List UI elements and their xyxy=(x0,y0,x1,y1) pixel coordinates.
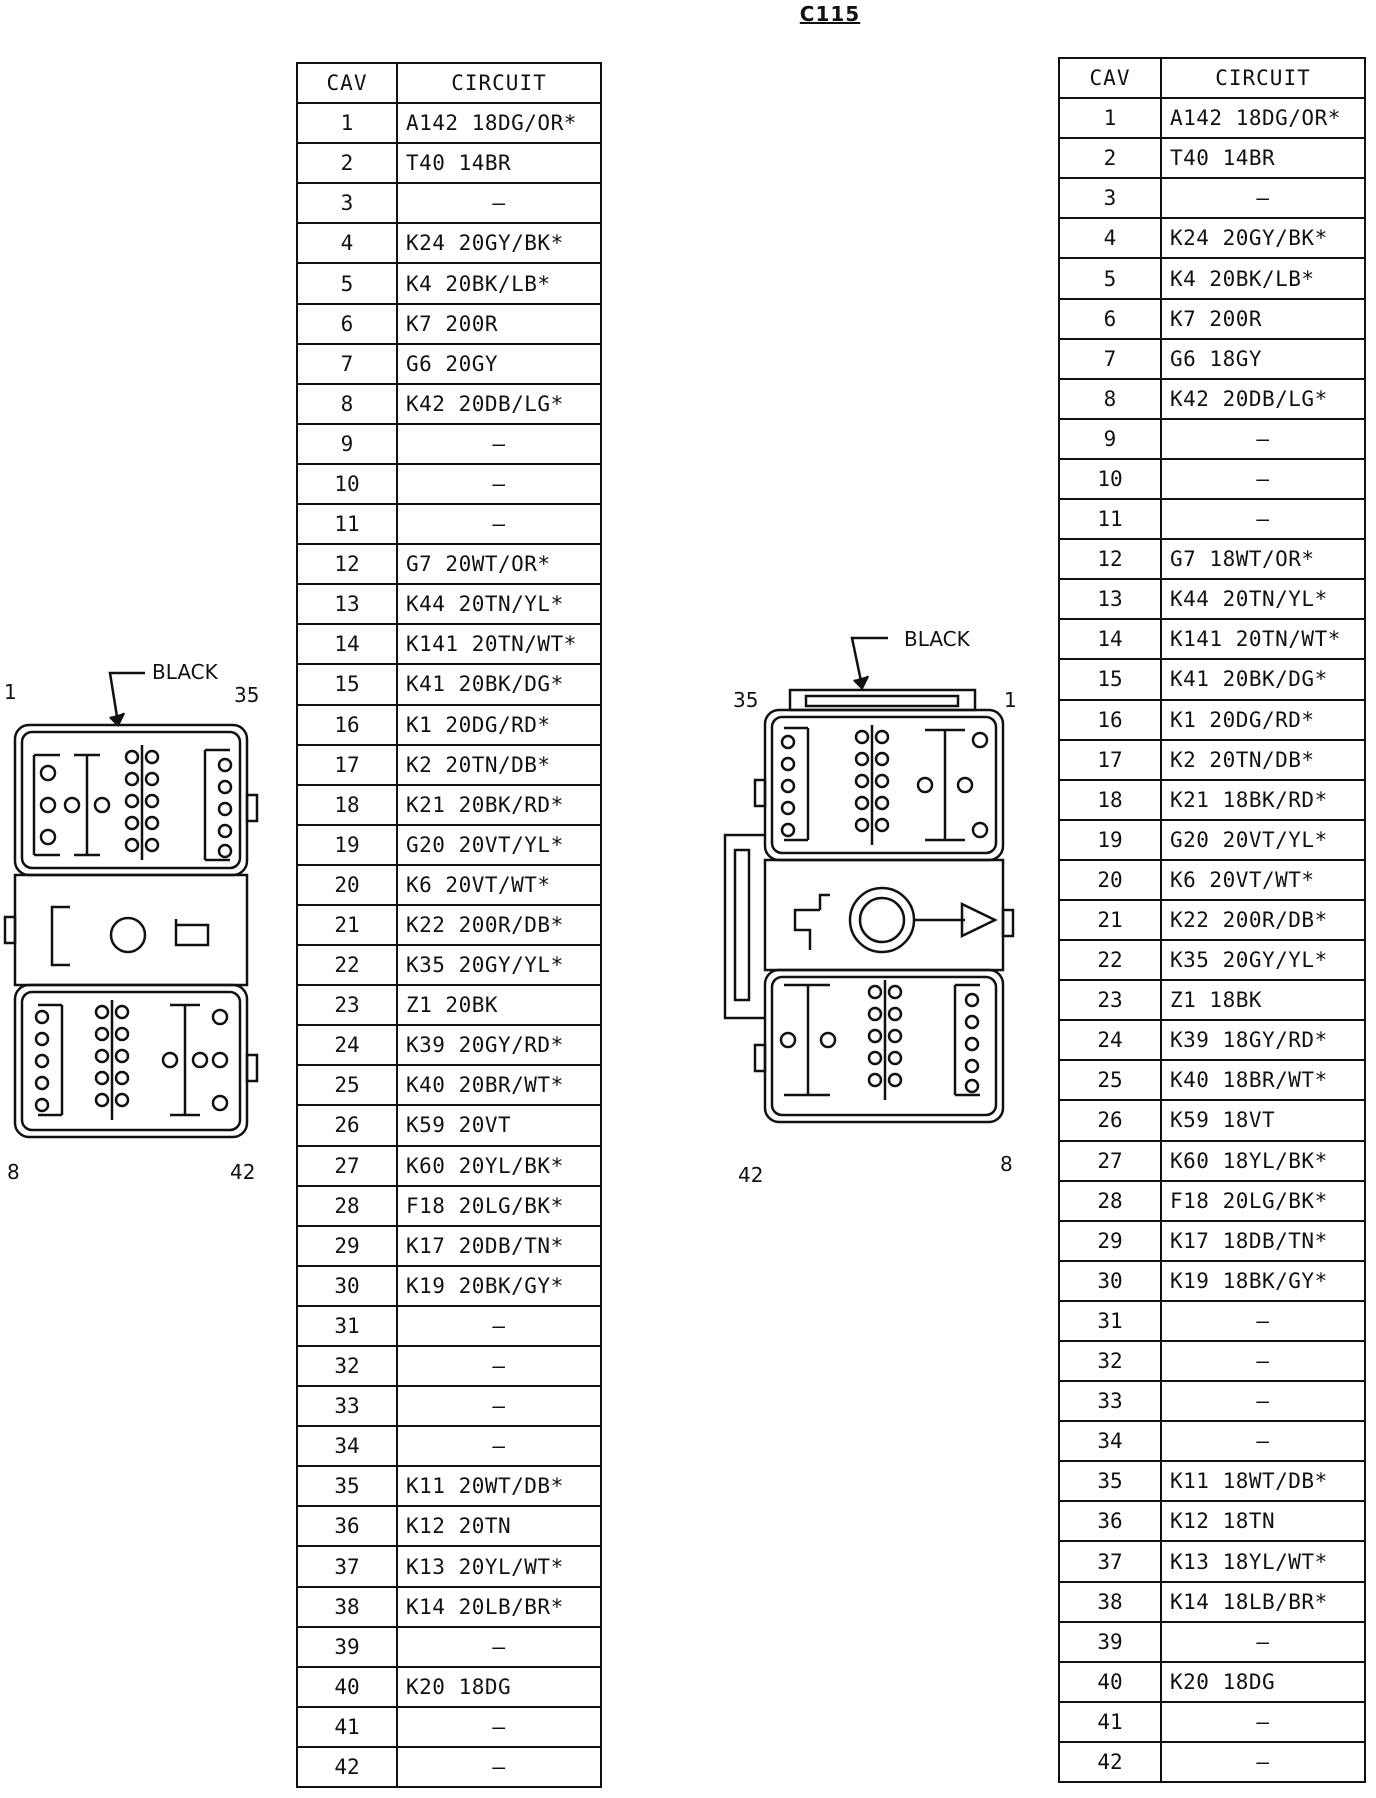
table-row xyxy=(1059,1702,1365,1742)
circuit-cell: G6 18GY xyxy=(1161,339,1365,379)
circuit-cell: G20 20VT/YL* xyxy=(1161,820,1365,860)
circuit-cell: — xyxy=(1161,1301,1365,1341)
cav-number-cell: 12 xyxy=(297,544,397,584)
cav-number-cell: 25 xyxy=(1059,1060,1161,1100)
cav-number-cell: 26 xyxy=(297,1105,397,1145)
table-row xyxy=(297,1306,601,1346)
table-row xyxy=(297,504,601,544)
circuit-cell: K35 20GY/YL* xyxy=(397,945,601,985)
circuit-cell: K4 20BK/LB* xyxy=(397,263,601,303)
circuit-cell: K39 20GY/RD* xyxy=(397,1025,601,1065)
circuit-cell: K44 20TN/YL* xyxy=(397,584,601,624)
circuit-cell: A142 18DG/OR* xyxy=(1161,98,1365,138)
table-row xyxy=(297,1386,601,1426)
cav-number-cell: 10 xyxy=(297,464,397,504)
circuit-cell: K21 20BK/RD* xyxy=(397,785,601,825)
table-row xyxy=(1059,619,1365,659)
table-row xyxy=(1059,1020,1365,1060)
cav-number-cell: 1 xyxy=(1059,98,1161,138)
circuit-cell: A142 18DG/OR* xyxy=(397,103,601,143)
cav-number-cell: 25 xyxy=(297,1065,397,1105)
cav-number-cell: 37 xyxy=(1059,1541,1161,1581)
cav-number-cell: 28 xyxy=(1059,1181,1161,1221)
circuit-cell: K6 20VT/WT* xyxy=(397,865,601,905)
left-connector-pin-label: 35 xyxy=(234,683,260,707)
table-row xyxy=(1059,1261,1365,1301)
table-row xyxy=(297,1546,601,1586)
circuit-cell: K35 20GY/YL* xyxy=(1161,940,1365,980)
cav-number-cell: 16 xyxy=(1059,700,1161,740)
table-row xyxy=(297,1466,601,1506)
circuit-cell: K20 18DG xyxy=(397,1667,601,1707)
table-row xyxy=(297,304,601,344)
table-row xyxy=(297,584,601,624)
circuit-cell: K14 20LB/BR* xyxy=(397,1587,601,1627)
circuit-cell: K42 20DB/LG* xyxy=(1161,379,1365,419)
circuit-cell: K22 200R/DB* xyxy=(1161,900,1365,940)
table-row xyxy=(1059,379,1365,419)
table-row xyxy=(1059,579,1365,619)
cav-number-cell: 18 xyxy=(1059,780,1161,820)
table-row xyxy=(1059,659,1365,699)
table-row xyxy=(297,1266,601,1306)
table-row xyxy=(297,344,601,384)
circuit-cell: K2 20TN/DB* xyxy=(1161,740,1365,780)
cav-number-cell: 29 xyxy=(1059,1221,1161,1261)
table-row xyxy=(1059,1582,1365,1622)
table-row xyxy=(1059,1100,1365,1140)
cav-number-cell: 42 xyxy=(297,1747,397,1787)
circuit-cell: G7 20WT/OR* xyxy=(397,544,601,584)
cav-number-cell: 17 xyxy=(1059,740,1161,780)
cav-number-cell: 2 xyxy=(297,143,397,183)
circuit-cell: K14 18LB/BR* xyxy=(1161,1582,1365,1622)
circuit-column-header: CIRCUIT xyxy=(397,63,601,103)
cav-number-cell: 4 xyxy=(1059,218,1161,258)
table-row xyxy=(1059,1221,1365,1261)
cav-number-cell: 40 xyxy=(297,1667,397,1707)
cav-number-cell: 41 xyxy=(1059,1702,1161,1742)
table-header-row xyxy=(297,63,601,103)
circuit-cell: K41 20BK/DG* xyxy=(397,664,601,704)
left-connector-pin-label: 42 xyxy=(230,1160,256,1184)
cav-number-cell: 11 xyxy=(1059,499,1161,539)
circuit-cell: K17 18DB/TN* xyxy=(1161,1221,1365,1261)
circuit-cell: K44 20TN/YL* xyxy=(1161,579,1365,619)
circuit-cell: K13 20YL/WT* xyxy=(397,1546,601,1586)
cav-number-cell: 5 xyxy=(1059,258,1161,298)
circuit-cell: T40 14BR xyxy=(1161,138,1365,178)
table-row xyxy=(1059,700,1365,740)
table-row xyxy=(1059,900,1365,940)
cav-number-cell: 13 xyxy=(297,584,397,624)
circuit-cell: — xyxy=(1161,419,1365,459)
left-connector-pin-label: 1 xyxy=(4,680,17,704)
cav-number-cell: 3 xyxy=(297,183,397,223)
circuit-cell: — xyxy=(1161,1622,1365,1662)
table-row xyxy=(1059,258,1365,298)
cav-number-cell: 42 xyxy=(1059,1742,1161,1782)
circuit-cell: K6 20VT/WT* xyxy=(1161,860,1365,900)
cav-number-cell: 30 xyxy=(297,1266,397,1306)
table-row xyxy=(297,985,601,1025)
cav-number-cell: 24 xyxy=(1059,1020,1161,1060)
table-row xyxy=(297,1506,601,1546)
cav-number-cell: 23 xyxy=(1059,980,1161,1020)
cav-number-cell: 6 xyxy=(1059,299,1161,339)
circuit-cell: — xyxy=(397,464,601,504)
cav-number-cell: 23 xyxy=(297,985,397,1025)
cav-column-header: CAV xyxy=(1059,58,1161,98)
cav-number-cell: 21 xyxy=(1059,900,1161,940)
cav-number-cell: 22 xyxy=(297,945,397,985)
left-connector-diagram xyxy=(0,655,270,1195)
circuit-cell: — xyxy=(1161,459,1365,499)
circuit-cell: K12 20TN xyxy=(397,1506,601,1546)
cav-number-cell: 38 xyxy=(1059,1582,1161,1622)
cav-number-cell: 39 xyxy=(1059,1622,1161,1662)
circuit-cell: K60 18YL/BK* xyxy=(1161,1141,1365,1181)
circuit-cell: K141 20TN/WT* xyxy=(397,624,601,664)
table-row xyxy=(297,664,601,704)
cav-number-cell: 14 xyxy=(297,624,397,664)
cav-number-cell: 28 xyxy=(297,1186,397,1226)
cav-column-header: CAV xyxy=(297,63,397,103)
cav-number-cell: 7 xyxy=(297,344,397,384)
cav-number-cell: 33 xyxy=(1059,1381,1161,1421)
circuit-cell: K19 20BK/GY* xyxy=(397,1266,601,1306)
table-row xyxy=(297,705,601,745)
table-row xyxy=(297,1426,601,1466)
cav-number-cell: 34 xyxy=(1059,1421,1161,1461)
circuit-cell: — xyxy=(1161,1702,1365,1742)
table-row xyxy=(297,945,601,985)
circuit-cell: K2 20TN/DB* xyxy=(397,745,601,785)
cav-number-cell: 36 xyxy=(1059,1501,1161,1541)
cav-number-cell: 13 xyxy=(1059,579,1161,619)
circuit-cell: — xyxy=(397,1627,601,1667)
circuit-cell: K13 18YL/WT* xyxy=(1161,1541,1365,1581)
table-row xyxy=(1059,1141,1365,1181)
table-row xyxy=(1059,1301,1365,1341)
cav-number-cell: 21 xyxy=(297,905,397,945)
cav-number-cell: 7 xyxy=(1059,339,1161,379)
table-row xyxy=(297,865,601,905)
cav-number-cell: 31 xyxy=(297,1306,397,1346)
table-row xyxy=(1059,1060,1365,1100)
table-row xyxy=(1059,1742,1365,1782)
table-row xyxy=(297,1346,601,1386)
circuit-cell: — xyxy=(1161,499,1365,539)
cav-number-cell: 8 xyxy=(297,384,397,424)
table-row xyxy=(1059,980,1365,1020)
right-cavity-table xyxy=(1058,57,1366,1783)
cav-number-cell: 4 xyxy=(297,223,397,263)
circuit-cell: F18 20LG/BK* xyxy=(1161,1181,1365,1221)
table-row xyxy=(297,1587,601,1627)
circuit-cell: K42 20DB/LG* xyxy=(397,384,601,424)
table-row xyxy=(297,103,601,143)
table-row xyxy=(297,905,601,945)
circuit-cell: K24 20GY/BK* xyxy=(1161,218,1365,258)
circuit-cell: — xyxy=(1161,1341,1365,1381)
table-row xyxy=(1059,218,1365,258)
circuit-cell: — xyxy=(397,1346,601,1386)
cav-number-cell: 27 xyxy=(297,1146,397,1186)
circuit-cell: G7 18WT/OR* xyxy=(1161,539,1365,579)
right-connector-pin-label: 35 xyxy=(733,688,759,712)
cav-number-cell: 40 xyxy=(1059,1662,1161,1702)
table-row xyxy=(297,544,601,584)
table-row xyxy=(297,384,601,424)
right-connector-color-label: BLACK xyxy=(904,627,970,651)
circuit-cell: — xyxy=(397,1707,601,1747)
right-cavity-rows xyxy=(1059,98,1365,1782)
cav-number-cell: 15 xyxy=(297,664,397,704)
circuit-cell: K60 20YL/BK* xyxy=(397,1146,601,1186)
table-row xyxy=(1059,1461,1365,1501)
table-row xyxy=(297,825,601,865)
table-row xyxy=(297,785,601,825)
circuit-cell: K12 18TN xyxy=(1161,1501,1365,1541)
table-row xyxy=(1059,1622,1365,1662)
circuit-cell: K11 18WT/DB* xyxy=(1161,1461,1365,1501)
right-connector-pin-label: 1 xyxy=(1004,688,1017,712)
circuit-cell: — xyxy=(397,1747,601,1787)
cav-number-cell: 3 xyxy=(1059,178,1161,218)
cav-number-cell: 14 xyxy=(1059,619,1161,659)
table-row xyxy=(1059,459,1365,499)
table-row xyxy=(297,223,601,263)
cav-number-cell: 9 xyxy=(297,424,397,464)
circuit-cell: K7 200R xyxy=(397,304,601,344)
circuit-column-header: CIRCUIT xyxy=(1161,58,1365,98)
cav-number-cell: 38 xyxy=(297,1587,397,1627)
cav-number-cell: 6 xyxy=(297,304,397,344)
circuit-cell: K7 200R xyxy=(1161,299,1365,339)
circuit-cell: K59 20VT xyxy=(397,1105,601,1145)
table-row xyxy=(297,745,601,785)
circuit-cell: K17 20DB/TN* xyxy=(397,1226,601,1266)
circuit-cell: — xyxy=(397,183,601,223)
table-row xyxy=(297,424,601,464)
table-row xyxy=(1059,860,1365,900)
table-row xyxy=(1059,299,1365,339)
circuit-cell: Z1 20BK xyxy=(397,985,601,1025)
circuit-cell: K21 18BK/RD* xyxy=(1161,780,1365,820)
circuit-cell: K20 18DG xyxy=(1161,1662,1365,1702)
table-row xyxy=(1059,419,1365,459)
cav-number-cell: 2 xyxy=(1059,138,1161,178)
cav-number-cell: 29 xyxy=(297,1226,397,1266)
table-row xyxy=(297,1627,601,1667)
table-row xyxy=(1059,1381,1365,1421)
table-row xyxy=(1059,98,1365,138)
circuit-cell: — xyxy=(397,424,601,464)
table-row xyxy=(1059,740,1365,780)
circuit-cell: K1 20DG/RD* xyxy=(1161,700,1365,740)
cav-number-cell: 16 xyxy=(297,705,397,745)
cav-number-cell: 24 xyxy=(297,1025,397,1065)
circuit-cell: K40 18BR/WT* xyxy=(1161,1060,1365,1100)
cav-number-cell: 22 xyxy=(1059,940,1161,980)
table-row xyxy=(1059,940,1365,980)
left-cavity-table xyxy=(296,62,602,1788)
cav-number-cell: 41 xyxy=(297,1707,397,1747)
table-row xyxy=(1059,820,1365,860)
circuit-cell: — xyxy=(1161,1742,1365,1782)
circuit-cell: K40 20BR/WT* xyxy=(397,1065,601,1105)
circuit-cell: K22 200R/DB* xyxy=(397,905,601,945)
circuit-cell: F18 20LG/BK* xyxy=(397,1186,601,1226)
left-connector-pin-label: 8 xyxy=(7,1160,20,1184)
left-connector-color-label: BLACK xyxy=(152,660,218,684)
cav-number-cell: 17 xyxy=(297,745,397,785)
cav-number-cell: 27 xyxy=(1059,1141,1161,1181)
table-row xyxy=(1059,1501,1365,1541)
circuit-cell: K1 20DG/RD* xyxy=(397,705,601,745)
cav-number-cell: 12 xyxy=(1059,539,1161,579)
cav-number-cell: 35 xyxy=(1059,1461,1161,1501)
table-row xyxy=(297,1025,601,1065)
table-row xyxy=(297,1186,601,1226)
table-row xyxy=(1059,539,1365,579)
cav-number-cell: 32 xyxy=(1059,1341,1161,1381)
circuit-cell: K41 20BK/DG* xyxy=(1161,659,1365,699)
table-row xyxy=(297,1707,601,1747)
table-row xyxy=(297,143,601,183)
cav-number-cell: 39 xyxy=(297,1627,397,1667)
cav-number-cell: 19 xyxy=(1059,820,1161,860)
table-row xyxy=(297,1146,601,1186)
cav-number-cell: 31 xyxy=(1059,1301,1161,1341)
table-row xyxy=(1059,499,1365,539)
cav-number-cell: 20 xyxy=(297,865,397,905)
table-row xyxy=(1059,1341,1365,1381)
circuit-cell: K59 18VT xyxy=(1161,1100,1365,1140)
cav-number-cell: 37 xyxy=(297,1546,397,1586)
cav-number-cell: 19 xyxy=(297,825,397,865)
table-row xyxy=(297,263,601,303)
connector-title: C115 xyxy=(799,2,861,26)
cav-number-cell: 35 xyxy=(297,1466,397,1506)
cav-number-cell: 33 xyxy=(297,1386,397,1426)
right-connector-pin-label: 42 xyxy=(738,1163,764,1187)
circuit-cell: K39 18GY/RD* xyxy=(1161,1020,1365,1060)
circuit-cell: G6 20GY xyxy=(397,344,601,384)
table-row xyxy=(297,1226,601,1266)
cav-number-cell: 18 xyxy=(297,785,397,825)
table-row xyxy=(297,1065,601,1105)
right-connector-pin-label: 8 xyxy=(1000,1152,1013,1176)
table-row xyxy=(1059,1421,1365,1461)
table-header-row xyxy=(1059,58,1365,98)
circuit-cell: — xyxy=(397,1426,601,1466)
circuit-cell: K4 20BK/LB* xyxy=(1161,258,1365,298)
cav-number-cell: 15 xyxy=(1059,659,1161,699)
table-row xyxy=(1059,1541,1365,1581)
cav-number-cell: 5 xyxy=(297,263,397,303)
table-row xyxy=(297,624,601,664)
circuit-cell: — xyxy=(397,504,601,544)
circuit-cell: T40 14BR xyxy=(397,143,601,183)
cav-number-cell: 10 xyxy=(1059,459,1161,499)
table-row xyxy=(297,1747,601,1787)
left-cavity-rows xyxy=(297,103,601,1787)
cav-number-cell: 20 xyxy=(1059,860,1161,900)
circuit-cell: — xyxy=(1161,1421,1365,1461)
cav-number-cell: 9 xyxy=(1059,419,1161,459)
cav-number-cell: 8 xyxy=(1059,379,1161,419)
cav-number-cell: 11 xyxy=(297,504,397,544)
circuit-cell: G20 20VT/YL* xyxy=(397,825,601,865)
table-row xyxy=(1059,1662,1365,1702)
table-row xyxy=(297,1667,601,1707)
cav-number-cell: 1 xyxy=(297,103,397,143)
table-row xyxy=(297,1105,601,1145)
table-row xyxy=(1059,178,1365,218)
circuit-cell: K141 20TN/WT* xyxy=(1161,619,1365,659)
circuit-cell: — xyxy=(1161,1381,1365,1421)
circuit-cell: K19 18BK/GY* xyxy=(1161,1261,1365,1301)
table-row xyxy=(1059,1181,1365,1221)
cav-number-cell: 34 xyxy=(297,1426,397,1466)
table-row xyxy=(1059,138,1365,178)
cav-number-cell: 26 xyxy=(1059,1100,1161,1140)
circuit-cell: — xyxy=(397,1386,601,1426)
circuit-cell: — xyxy=(397,1306,601,1346)
circuit-cell: K11 20WT/DB* xyxy=(397,1466,601,1506)
circuit-cell: K24 20GY/BK* xyxy=(397,223,601,263)
table-row xyxy=(1059,339,1365,379)
table-row xyxy=(297,464,601,504)
cav-number-cell: 30 xyxy=(1059,1261,1161,1301)
cav-number-cell: 32 xyxy=(297,1346,397,1386)
table-row xyxy=(1059,780,1365,820)
table-row xyxy=(297,183,601,223)
circuit-cell: Z1 18BK xyxy=(1161,980,1365,1020)
cav-number-cell: 36 xyxy=(297,1506,397,1546)
circuit-cell: — xyxy=(1161,178,1365,218)
